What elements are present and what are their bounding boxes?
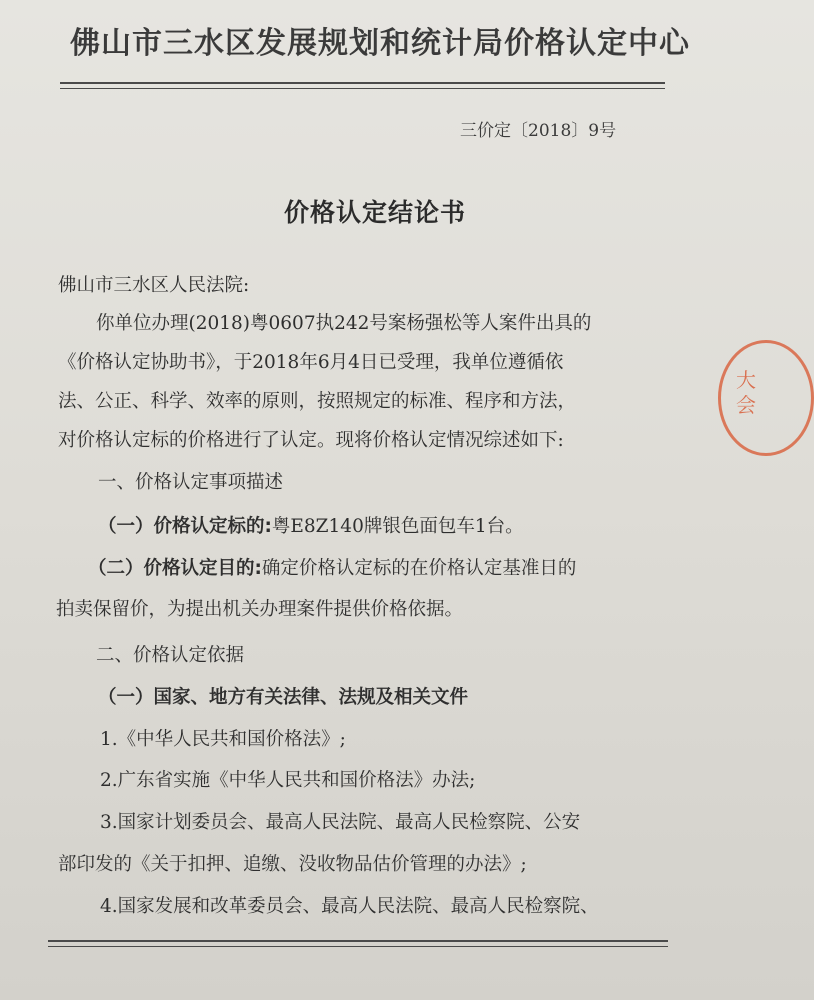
section-2-heading: 二、价格认定依据 — [96, 645, 245, 666]
item-2-label: （二）价格认定目的: — [88, 558, 262, 579]
basis-item-4: 4.国家发展和改革委员会、最高人民法院、最高人民检察院、 — [100, 896, 599, 917]
header-rule-top — [60, 82, 665, 84]
document-number: 三价定〔2018〕9号 — [460, 121, 617, 141]
basis-item-3: 3.国家计划委员会、最高人民法院、最高人民检察院、公安 — [100, 812, 581, 833]
basis-item-1: 1.《中华人民共和国价格法》; — [100, 729, 346, 750]
footer-rule-top — [48, 940, 668, 942]
header-rule-bottom — [60, 88, 665, 89]
item-1-text: 粤E8Z140牌银色面包车1台。 — [271, 516, 524, 537]
intro-line-1: 你单位办理(2018)粤0607执242号案杨强松等人案件出具的 — [96, 313, 592, 334]
section-1-item-1 — [98, 516, 524, 538]
issuer-header: 佛山市三水区发展规划和统计局价格认定中心 — [70, 26, 690, 61]
footer-rule-bottom — [48, 946, 668, 947]
section-1-heading: 一、价格认定事项描述 — [98, 472, 284, 493]
intro-line-2: 《价格认定协助书》，于2018年6月4日已受理，我单位遵循依 — [58, 352, 564, 373]
item-1-label: （一）价格认定标的: — [98, 516, 272, 537]
intro-line-4: 对价格认定标的价格进行了认定。现将价格认定情况综述如下: — [58, 430, 564, 451]
section-2-subheading-1: （一）国家、地方有关法律、法规及相关文件 — [98, 687, 469, 708]
addressee: 佛山市三水区人民法院: — [58, 275, 250, 296]
document-title: 价格认定结论书 — [283, 198, 466, 227]
item-2-text: 确定价格认定标的在价格认定基准日的 — [261, 558, 577, 579]
basis-item-2: 2.广东省实施《中华人民共和国价格法》办法; — [100, 770, 476, 791]
section-1-item-2 — [88, 558, 576, 580]
seal-glyphs: 大会 — [736, 368, 756, 417]
section-1-item-2-continued: 拍卖保留价，为提出机关办理案件提供价格依据。 — [56, 599, 464, 620]
basis-item-3-continued: 部印发的《关于扣押、追缴、没收物品估价管理的办法》; — [58, 854, 527, 875]
intro-line-3: 法、公正、科学、效率的原则，按照规定的标准、程序和方法， — [58, 391, 577, 412]
official-seal — [718, 340, 814, 456]
